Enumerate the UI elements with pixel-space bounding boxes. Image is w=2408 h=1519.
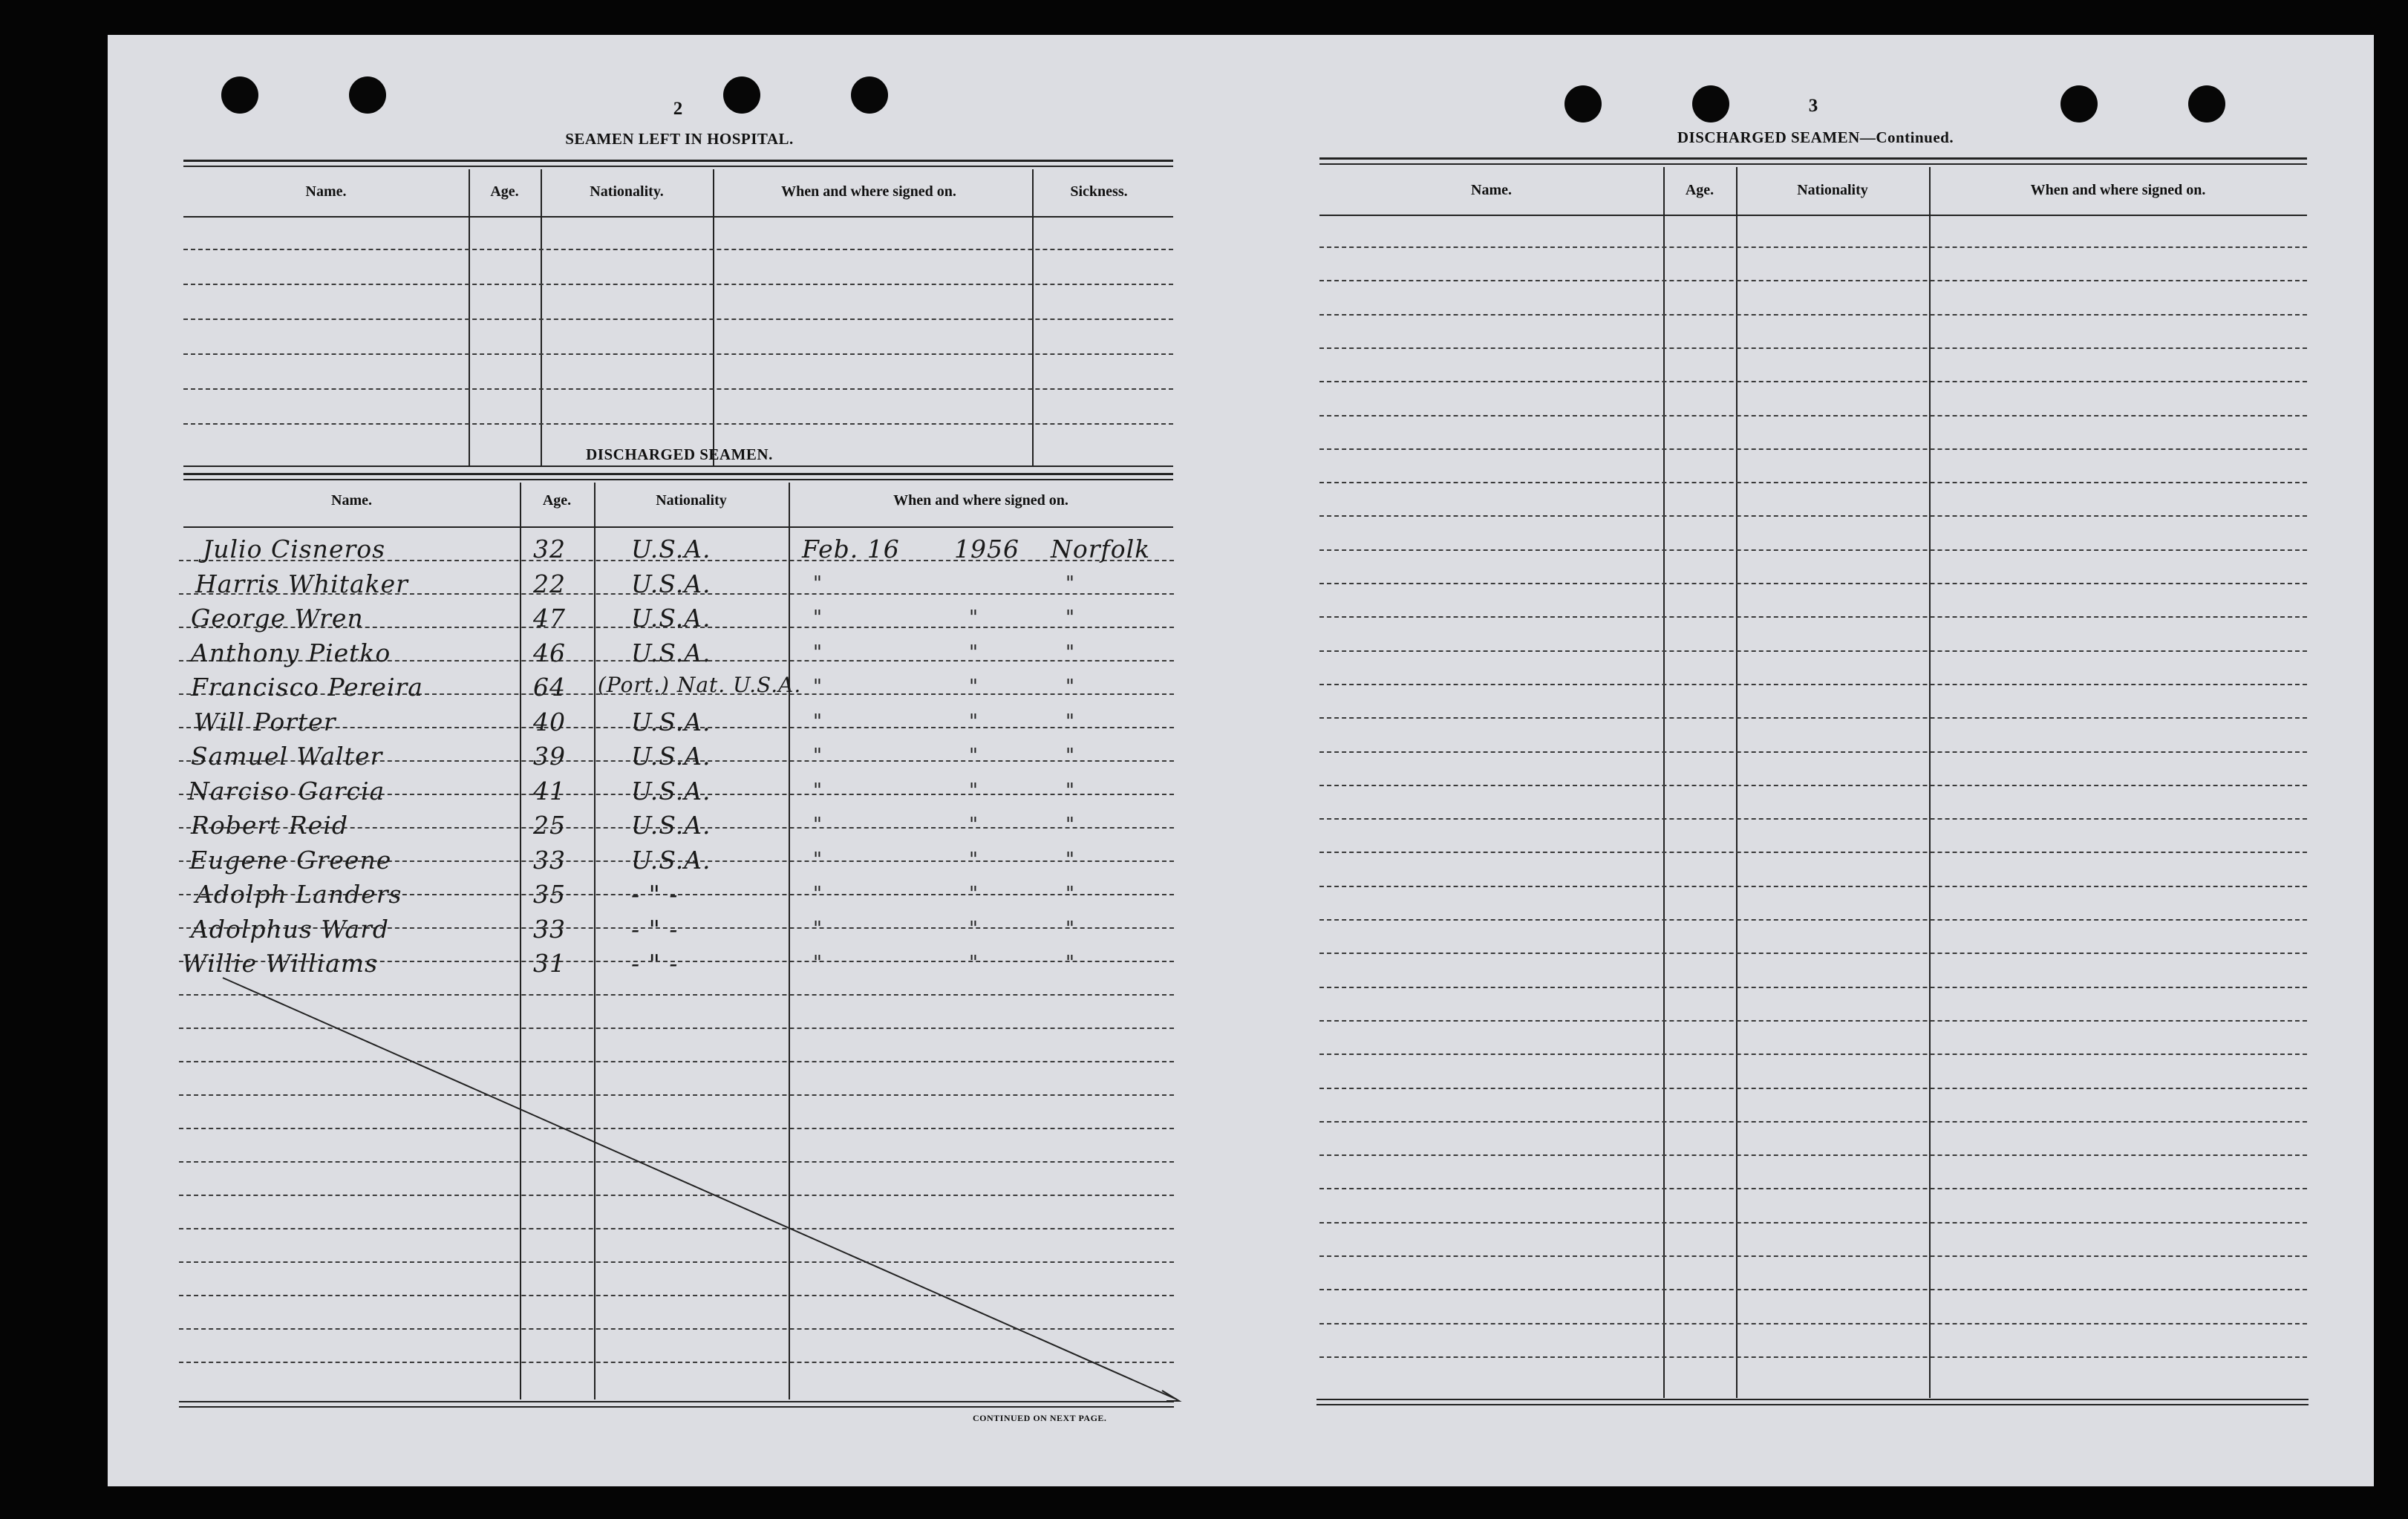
seaman-nationality: U.S.A. — [631, 604, 711, 633]
signed-on-entry: " — [1066, 710, 1074, 733]
right-col-signed-on: When and where signed on. — [2030, 182, 2206, 198]
seaman-name: Francisco Pereira — [191, 673, 423, 702]
seaman-age: 64 — [533, 673, 566, 702]
seaman-age: 33 — [533, 914, 566, 944]
seaman-nationality: U.S.A. — [631, 707, 711, 736]
row-line — [1319, 852, 2307, 853]
right-page-title: DISCHARGED SEAMEN—Continued. — [1677, 128, 1954, 146]
signed-on-entry: " — [813, 848, 822, 871]
signed-on-entry: " — [969, 814, 978, 836]
discharged-section-title: DISCHARGED SEAMEN. — [586, 445, 773, 463]
row-line — [1319, 886, 2307, 887]
row-line — [1319, 953, 2307, 954]
discharged-col-nationality: Nationality — [656, 492, 727, 509]
row-line — [1319, 347, 2307, 349]
signed-on-entry: " — [813, 710, 822, 733]
row-line — [1319, 684, 2307, 685]
discharged-col-signed-on: When and where signed on. — [893, 492, 1068, 509]
signed-on-entry: " — [1066, 814, 1074, 836]
signed-on-entry: " — [969, 607, 978, 629]
hospital-col-nationality: Nationality. — [590, 183, 664, 200]
seaman-name: Eugene Greene — [189, 845, 392, 875]
signed-on-entry: " — [1066, 779, 1074, 802]
seaman-age: 22 — [533, 569, 566, 598]
signed-on-entry: " — [969, 952, 978, 974]
seaman-name: Narciso Garcia — [188, 776, 385, 806]
signed-on-entry: " — [813, 641, 822, 664]
signed-on-entry: " — [1066, 848, 1074, 871]
signed-on-entry: " — [969, 641, 978, 664]
row-line — [1319, 616, 2307, 618]
row-line — [1319, 751, 2307, 753]
signed-on-entry: " — [1066, 917, 1074, 940]
hospital-col-age: Age. — [490, 183, 519, 200]
row-line — [1319, 381, 2307, 382]
seaman-nationality: U.S.A. — [631, 535, 711, 564]
row-line — [1319, 818, 2307, 820]
row-line — [1319, 1188, 2307, 1189]
seaman-age: 32 — [533, 535, 566, 564]
seaman-age: 25 — [533, 811, 566, 840]
seaman-nationality: U.S.A. — [631, 845, 711, 875]
row-line — [1319, 246, 2307, 248]
signed-on-entry: " — [969, 848, 978, 871]
row-line — [1319, 717, 2307, 719]
seaman-nationality: U.S.A. — [631, 638, 711, 667]
register-sheet — [108, 35, 2374, 1486]
signed-on-entry: " — [969, 779, 978, 802]
row-line — [1319, 987, 2307, 988]
signed-on-entry: " — [1066, 952, 1074, 974]
signed-on-entry: Norfolk — [1051, 535, 1151, 564]
row-line — [1319, 1054, 2307, 1055]
right-bottom-rule — [1316, 1399, 2309, 1400]
seaman-name: Julio Cisneros — [203, 535, 386, 564]
right-col-name: Name. — [1471, 182, 1512, 198]
seaman-name: Adolphus Ward — [191, 914, 390, 944]
signed-on-entry: " — [1066, 641, 1074, 664]
seaman-name: Harris Whitaker — [195, 569, 408, 598]
row-line — [1319, 1289, 2307, 1290]
page-number-right: 3 — [1808, 96, 1818, 116]
row-line — [1319, 448, 2307, 450]
hospital-section-title: SEAMEN LEFT IN HOSPITAL. — [565, 130, 794, 148]
signed-on-entry: " — [969, 883, 978, 905]
seaman-nationality: U.S.A. — [631, 742, 711, 771]
signed-on-entry: " — [1066, 676, 1074, 698]
signed-on-entry: " — [813, 745, 822, 767]
signed-on-entry: " — [813, 572, 822, 595]
right-col-divider — [1929, 167, 1931, 1398]
right-bottom-rule-2 — [1316, 1404, 2309, 1405]
right-col-age: Age. — [1685, 182, 1714, 198]
right-col-divider — [1736, 167, 1738, 1398]
signed-on-entry: " — [969, 710, 978, 733]
row-line — [1319, 785, 2307, 786]
seaman-nationality: - " - — [631, 949, 679, 978]
closing-diagonal-line — [108, 35, 2374, 1486]
signed-on-entry: 1956 — [954, 535, 1019, 564]
right-header-rule — [1319, 157, 2307, 165]
signed-on-entry: " — [813, 607, 822, 629]
row-line — [1319, 583, 2307, 584]
signed-on-entry: " — [969, 917, 978, 940]
signed-on-entry: " — [813, 814, 822, 836]
seaman-name: Willie Williams — [182, 949, 379, 978]
right-col-nationality: Nationality — [1797, 182, 1868, 198]
seaman-nationality: - " - — [631, 914, 679, 944]
seaman-nationality: U.S.A. — [631, 811, 711, 840]
signed-on-entry: " — [1066, 607, 1074, 629]
row-line — [1319, 1356, 2307, 1358]
signed-on-entry: " — [813, 676, 822, 698]
continued-note: CONTINUED ON NEXT PAGE. — [973, 1413, 1107, 1423]
hospital-col-sickness: Sickness. — [1070, 183, 1128, 200]
seaman-age: 46 — [533, 638, 566, 667]
signed-on-entry: " — [969, 745, 978, 767]
row-line — [1319, 1088, 2307, 1089]
signed-on-entry: " — [813, 779, 822, 802]
row-line — [1319, 482, 2307, 483]
row-line — [1319, 650, 2307, 652]
seaman-name: Will Porter — [194, 707, 336, 736]
row-line — [1319, 1222, 2307, 1224]
row-line — [1319, 549, 2307, 551]
right-header-underline — [1319, 215, 2307, 216]
seaman-age: 40 — [533, 707, 566, 736]
signed-on-entry: " — [969, 676, 978, 698]
seaman-nationality: (Port.) Nat. U.S.A. — [598, 673, 802, 697]
seaman-nationality: U.S.A. — [631, 569, 711, 598]
hospital-col-signed-on: When and where signed on. — [781, 183, 956, 200]
seaman-name: George Wren — [191, 604, 364, 633]
row-line — [1319, 919, 2307, 921]
seaman-name: Robert Reid — [191, 811, 348, 840]
row-line — [1319, 1020, 2307, 1022]
page-number-left: 2 — [673, 99, 683, 119]
seaman-age: 33 — [533, 845, 566, 875]
row-line — [1319, 515, 2307, 517]
row-line — [1319, 280, 2307, 281]
signed-on-entry: " — [1066, 745, 1074, 767]
signed-on-entry: " — [813, 952, 822, 974]
row-line — [1319, 415, 2307, 416]
seaman-nationality: U.S.A. — [631, 776, 711, 806]
seaman-name: Anthony Pietko — [191, 638, 391, 667]
signed-on-entry: " — [1066, 572, 1074, 595]
seaman-age: 35 — [533, 880, 566, 909]
signed-on-entry: Feb. 16 — [802, 535, 900, 564]
seaman-name: Adolph Landers — [195, 880, 402, 909]
seaman-age: 47 — [533, 604, 566, 633]
seaman-age: 41 — [533, 776, 566, 806]
row-line — [1319, 1121, 2307, 1123]
row-line — [1319, 314, 2307, 316]
seaman-age: 31 — [533, 949, 566, 978]
discharged-col-age: Age. — [542, 492, 572, 509]
row-line — [1319, 1255, 2307, 1257]
signed-on-entry: " — [813, 917, 822, 940]
signed-on-entry: " — [813, 883, 822, 905]
seaman-age: 39 — [533, 742, 566, 771]
seaman-name: Samuel Walter — [191, 742, 383, 771]
signed-on-entry: " — [1066, 883, 1074, 905]
hospital-col-name: Name. — [305, 183, 347, 200]
row-line — [1319, 1323, 2307, 1324]
right-col-divider — [1663, 167, 1665, 1398]
seaman-nationality: - " - — [631, 880, 679, 909]
discharged-col-name: Name. — [331, 492, 372, 509]
row-line — [1319, 1154, 2307, 1156]
